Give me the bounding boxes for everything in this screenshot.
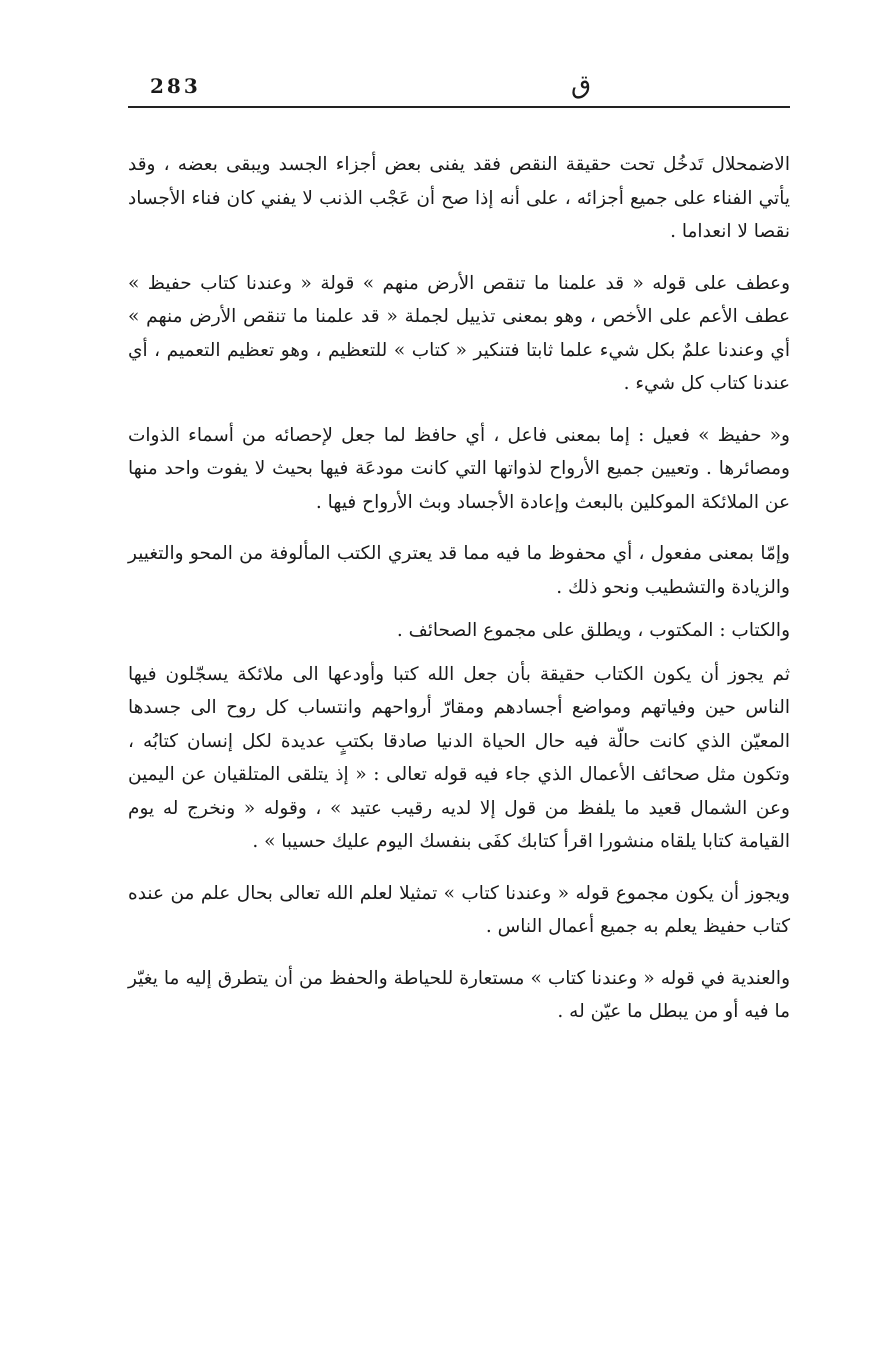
page-number: 283 — [150, 74, 201, 98]
surah-title: ق — [571, 70, 592, 100]
paragraph: الاضمحلال تَدخُل تحت حقيقة النقص فقد يفنى بعض أجزاء الجسد ويبقى بعضه ، وقد يأتي الفناء على جميع أجزائه ، على أنه إذا صح أن عَجْب الذنب لا يفني كان فناء الأجساد نقصا لا انعداما . — [128, 154, 790, 242]
paragraph: ثم يجوز أن يكون الكتاب حقيقة بأن جعل الله كتبا وأودعها الى ملائكة يسجّلون فيها الناس حين وفياتهم ومواضع أجسادهم ومقارّ أرواحهم وانتساب كل روح الى جسدها المعيّن الذي كانت حالّة فيه حال الحياة الدنيا صادقا بكتبٍ عديدة لكل إنسان كتابُه ، وتكون مثل صحائف الأعمال الذي جاء فيه قوله تعالى : « إذ يتلقى المتلقيان عن اليمين وعن الشمال قعيد ما يلفظ من قول إلا لديه رقيب عتيد » ، وقوله « ونخرج له يوم القيامة كتابا يلقاه منشورا اقرأ كتابك كفَى بنفسك اليوم عليك حسيبا » . — [128, 663, 790, 852]
paragraph: وإمّا بمعنى مفعول ، أي محفوظ ما فيه مما قد يعتري الكتب المألوفة من المحو والتغيير والزيادة والتشطيب ونحو ذلك . — [128, 543, 790, 598]
page-header — [128, 66, 790, 108]
paragraph: وعطف على قوله « قد علمنا ما تنقص الأرض منهم » قولة « وعندنا كتاب حفيظ » عطف الأعم على الأخص ، وهو بمعنى تذييل لجملة « قد علمنا ما تنقص الأرض منهم » أي وعندنا علمٌ بكل شيء علما ثابتا فتنكير « كتاب » للتعظيم ، وهو تعظيم التعميم ، أي عندنا كتاب كل شيء . — [128, 272, 790, 394]
page-body — [128, 148, 790, 1029]
paragraph: و« حفيظ » فعيل : إما بمعنى فاعل ، أي حافظ لما جعل لإحصائه من أسماء الذوات ومصائرها . وتعيين جميع الأرواح لذواتها التي كانت مودعَة فيها بحيث لا يفوت واحد منها عن الملائكة الموكلين بالبعث وإعادة الأجساد وبث الأرواح فيها . — [128, 424, 790, 513]
paragraph: والكتاب : المكتوب ، ويطلق على مجموع الصحائف . — [396, 620, 790, 641]
paragraph: ويجوز أن يكون مجموع قوله « وعندنا كتاب » تمثيلا لعلم الله تعالى بحال علم من عنده كتاب حفيظ يعلم به جميع أعمال الناس . — [128, 882, 790, 937]
paragraph: والعندية في قوله « وعندنا كتاب » مستعارة للحياطة والحفظ من أن يتطرق إليه ما يغيّر ما فيه أو من يبطل ما عيّن له . — [128, 967, 790, 1022]
